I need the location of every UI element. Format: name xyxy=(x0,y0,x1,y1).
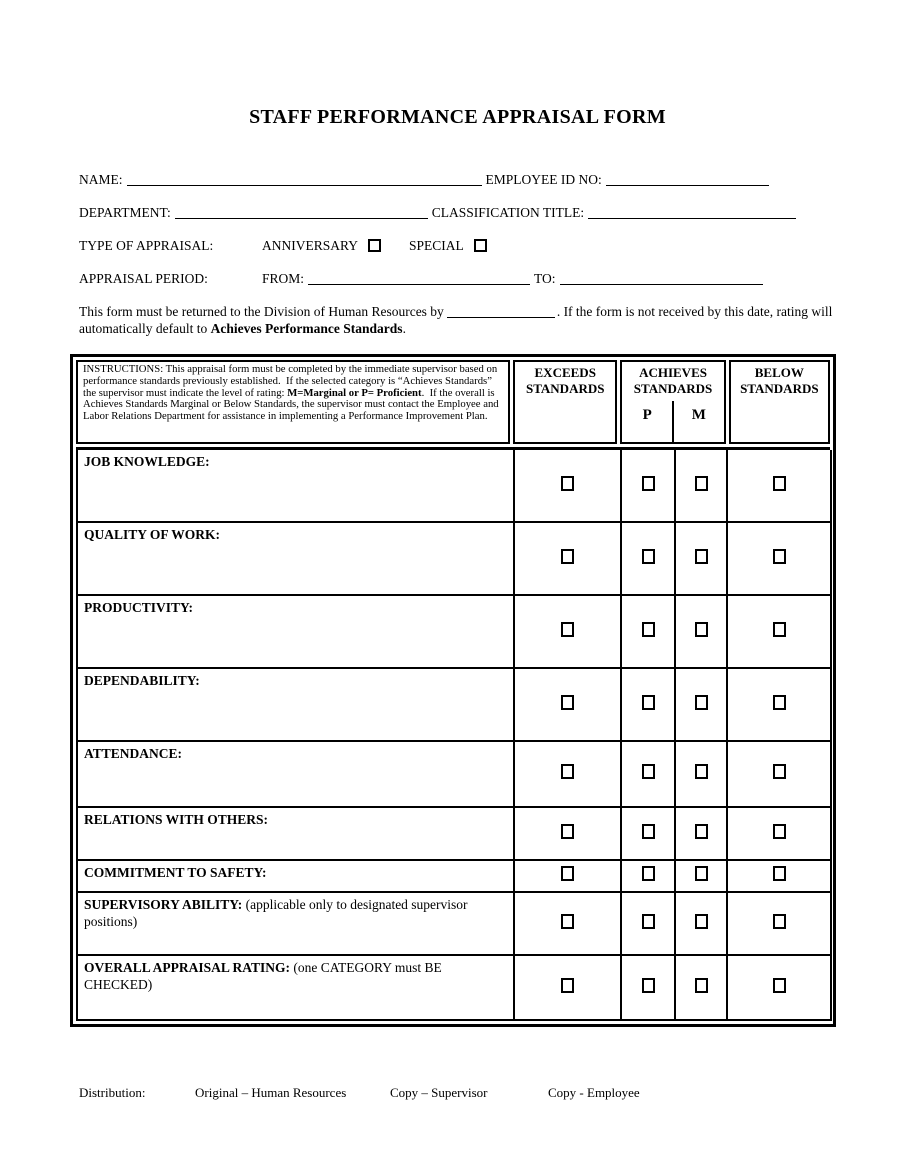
table-row xyxy=(77,741,831,807)
table-row xyxy=(77,522,831,595)
marginal-cell xyxy=(675,860,727,892)
checkbox-below[interactable] xyxy=(773,476,786,491)
below-cell xyxy=(727,860,831,892)
criterion-cell xyxy=(77,807,514,860)
proficient-cell xyxy=(621,860,675,892)
to-date-input-line[interactable] xyxy=(560,272,763,285)
checkbox-below[interactable] xyxy=(773,866,786,881)
checkbox-marginal[interactable] xyxy=(695,476,708,491)
marginal-cell xyxy=(675,741,727,807)
criterion-cell xyxy=(77,522,514,595)
checkbox-proficient[interactable] xyxy=(642,866,655,881)
checkbox-proficient[interactable] xyxy=(642,549,655,564)
table-row xyxy=(77,450,831,522)
marginal-cell xyxy=(675,595,727,668)
checkbox-exceeds[interactable] xyxy=(561,866,574,881)
return-date-input-line[interactable] xyxy=(447,305,555,318)
proficient-cell xyxy=(621,450,675,522)
distribution-footer xyxy=(79,1085,836,1101)
criterion-label: QUALITY OF WORK: xyxy=(84,527,221,542)
criterion-note: (one CATEGORY must BE CHECKED) xyxy=(84,960,442,992)
page-title: STAFF PERFORMANCE APPRAISAL FORM xyxy=(249,106,666,128)
criterion-label: SUPERVISORY ABILITY: xyxy=(84,897,243,912)
appraisal-table xyxy=(70,354,836,1027)
proficient-cell xyxy=(621,807,675,860)
checkbox-exceeds[interactable] xyxy=(561,476,574,491)
criterion-label: JOB KNOWLEDGE: xyxy=(84,454,210,469)
below-cell xyxy=(727,668,831,741)
criterion-cell xyxy=(77,450,514,522)
exceeds-cell xyxy=(514,892,621,955)
checkbox-below[interactable] xyxy=(773,978,786,993)
checkbox-marginal[interactable] xyxy=(695,549,708,564)
checkbox-proficient[interactable] xyxy=(642,695,655,710)
checkbox-below[interactable] xyxy=(773,549,786,564)
criterion-cell xyxy=(77,860,514,892)
criterion-cell xyxy=(77,955,514,1020)
criterion-label: RELATIONS WITH OTHERS: xyxy=(84,812,269,827)
p-m-subheader xyxy=(622,401,723,442)
checkbox-marginal[interactable] xyxy=(695,622,708,637)
checkbox-below[interactable] xyxy=(773,695,786,710)
department-label: DEPARTMENT: xyxy=(79,205,171,220)
subcolumn-header-marginal: M xyxy=(691,407,706,423)
checkbox-proficient[interactable] xyxy=(642,824,655,839)
proficient-cell xyxy=(621,955,675,1020)
marginal-cell xyxy=(675,522,727,595)
table-row xyxy=(77,955,831,1020)
name-row xyxy=(79,171,836,188)
instructions-text-1: INSTRUCTIONS: This appraisal form must be completed by the immediate supervisor based on performance standards previously established. If the selected category is “Achieves Standards” the supervisor must indicate the level of rating: xyxy=(83,363,500,399)
department-row xyxy=(79,204,836,221)
table-row xyxy=(77,807,831,860)
checkbox-exceeds[interactable] xyxy=(561,549,574,564)
criterion-label: PRODUCTIVITY: xyxy=(84,600,194,615)
criterion-label: DEPENDABILITY: xyxy=(84,673,200,688)
checkbox-exceeds[interactable] xyxy=(561,824,574,839)
checkbox-exceeds[interactable] xyxy=(561,978,574,993)
checkbox-exceeds[interactable] xyxy=(561,622,574,637)
below-cell xyxy=(727,450,831,522)
distribution-copy-supervisor: Copy – Supervisor xyxy=(390,1085,488,1100)
criterion-cell xyxy=(77,741,514,807)
criterion-note: (applicable only to designated supervisor positions) xyxy=(84,897,468,929)
checkbox-below[interactable] xyxy=(773,914,786,929)
special-label: SPECIAL xyxy=(409,238,464,253)
exceeds-cell xyxy=(514,668,621,741)
appraisal-period-label: APPRAISAL PERIOD: xyxy=(79,271,208,286)
checkbox-marginal[interactable] xyxy=(695,914,708,929)
criterion-cell xyxy=(77,595,514,668)
from-date-input-line[interactable] xyxy=(308,272,530,285)
criterion-cell xyxy=(77,668,514,741)
notice-text-before: This form must be returned to the Division of Human Resources by xyxy=(79,304,444,319)
checkbox-below[interactable] xyxy=(773,622,786,637)
checkbox-proficient[interactable] xyxy=(642,476,655,491)
table-row xyxy=(77,595,831,668)
marginal-cell xyxy=(675,450,727,522)
exceeds-cell xyxy=(514,450,621,522)
column-header-below-standards: BELOW STANDARDS xyxy=(729,360,830,444)
achieves-standards-label: ACHIEVES STANDARDS xyxy=(633,365,713,396)
proficient-cell xyxy=(621,741,675,807)
exceeds-cell xyxy=(514,741,621,807)
type-of-appraisal-row xyxy=(79,237,836,254)
checkbox-marginal[interactable] xyxy=(695,978,708,993)
distribution-label: Distribution: xyxy=(79,1085,146,1100)
proficient-cell xyxy=(621,595,675,668)
employee-id-label: EMPLOYEE ID NO: xyxy=(485,172,602,187)
exceeds-cell xyxy=(514,860,621,892)
criterion-cell xyxy=(77,892,514,955)
anniversary-label: ANNIVERSARY xyxy=(262,238,359,253)
below-cell xyxy=(727,807,831,860)
from-label: FROM: xyxy=(262,271,305,286)
marginal-cell xyxy=(675,892,727,955)
marginal-cell xyxy=(675,807,727,860)
exceeds-cell xyxy=(514,955,621,1020)
checkbox-exceeds[interactable] xyxy=(561,914,574,929)
column-header-achieves-standards xyxy=(620,360,725,444)
table-row xyxy=(77,892,831,955)
distribution-original: Original – Human Resources xyxy=(195,1085,347,1100)
appraisal-period-row xyxy=(79,270,836,287)
proficient-cell xyxy=(621,892,675,955)
checkbox-marginal[interactable] xyxy=(695,866,708,881)
marginal-cell xyxy=(675,668,727,741)
subcolumn-header-proficient: P xyxy=(622,401,674,442)
anniversary-checkbox[interactable] xyxy=(368,239,381,252)
checkbox-proficient[interactable] xyxy=(642,978,655,993)
below-cell xyxy=(727,595,831,668)
type-of-appraisal-label: TYPE OF APPRAISAL: xyxy=(79,238,214,253)
column-header-exceeds-standards: EXCEEDS STANDARDS xyxy=(513,360,617,444)
rating-grid xyxy=(76,450,832,1021)
table-row xyxy=(77,668,831,741)
criterion-label: COMMITMENT TO SAFETY: xyxy=(84,865,267,880)
instructions-cell xyxy=(76,360,510,444)
employee-id-input-line[interactable] xyxy=(606,173,769,186)
instructions-bold-rating: M=Marginal or P= Proficient xyxy=(287,386,422,399)
checkbox-below[interactable] xyxy=(773,764,786,779)
marginal-cell xyxy=(675,955,727,1020)
table-header-row xyxy=(76,360,830,444)
notice-bold-default: Achieves Performance Standards xyxy=(210,321,403,336)
criterion-label: OVERALL APPRAISAL RATING: xyxy=(84,960,291,975)
exceeds-cell xyxy=(514,595,621,668)
proficient-cell xyxy=(621,522,675,595)
checkbox-exceeds[interactable] xyxy=(561,695,574,710)
instructions-text-2: . If the overall is Achieves Standards Marginal or Below Standards, the supervisor must contact the Employee and Labor Relations Department for assistance in implementing a Performance Improvement Plan. xyxy=(83,386,502,423)
table-row xyxy=(77,860,831,892)
checkbox-proficient[interactable] xyxy=(642,914,655,929)
checkbox-marginal[interactable] xyxy=(695,764,708,779)
classification-title-input-line[interactable] xyxy=(588,206,796,219)
notice-period: . xyxy=(402,321,406,336)
special-checkbox[interactable] xyxy=(474,239,487,252)
checkbox-marginal[interactable] xyxy=(695,824,708,839)
criterion-label: ATTENDANCE: xyxy=(84,746,183,761)
checkbox-below[interactable] xyxy=(773,824,786,839)
classification-title-label: CLASSIFICATION TITLE: xyxy=(431,205,585,220)
exceeds-cell xyxy=(514,522,621,595)
return-notice xyxy=(79,303,836,337)
checkbox-proficient[interactable] xyxy=(642,622,655,637)
below-cell xyxy=(727,955,831,1020)
checkbox-exceeds[interactable] xyxy=(561,764,574,779)
exceeds-cell xyxy=(514,807,621,860)
name-label: NAME: xyxy=(79,172,123,187)
below-cell xyxy=(727,892,831,955)
notice-text-after: . If the form is not received by this date, rating will automatically default to xyxy=(79,304,833,336)
distribution-copy-employee: Copy - Employee xyxy=(548,1085,640,1100)
to-label: TO: xyxy=(534,271,556,286)
department-input-line[interactable] xyxy=(175,206,428,219)
name-input-line[interactable] xyxy=(127,173,482,186)
below-cell xyxy=(727,741,831,807)
checkbox-marginal[interactable] xyxy=(695,695,708,710)
below-cell xyxy=(727,522,831,595)
proficient-cell xyxy=(621,668,675,741)
checkbox-proficient[interactable] xyxy=(642,764,655,779)
